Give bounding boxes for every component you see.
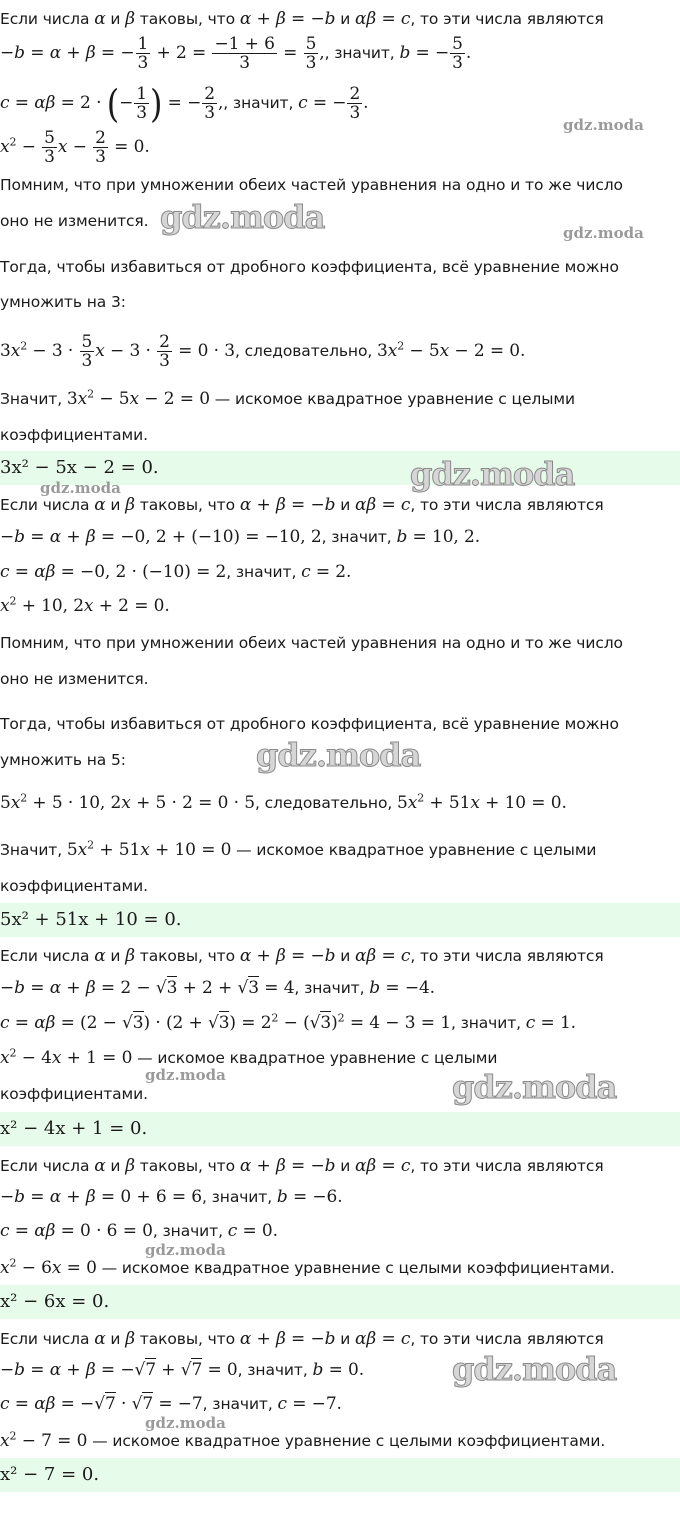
watermark-logo: gdz.moda <box>145 1241 226 1259</box>
watermark-logo: gdz.moda <box>452 1350 617 1388</box>
watermark-logo: gdz.moda <box>452 1068 617 1106</box>
s1-eq-line: $x^2$ − $\frac{5}{3}$ x − $\frac{2}{3}$ = 0. <box>0 128 150 167</box>
s4-conclusion: $x^2 - 6x = 0$ — искомое квадратное уравнение с целыми коэффициентами. <box>0 1256 615 1278</box>
s4-b-line: −b = α + β = 0 + 6 = 6, значит, b = −6. <box>0 1187 343 1207</box>
s3-b-line: −b = α + β = 2 − √3 + 2 + √3 = 4, значит, b = −4. <box>0 978 435 998</box>
watermark-logo: gdz.moda <box>40 479 121 497</box>
s2-b-line: −b = α + β = −0, 2 + (−10) = −10, 2, значит, b = 10, 2. <box>0 527 481 547</box>
s3-answer: x² − 4x + 1 = 0. <box>0 1112 680 1146</box>
watermark-logo: gdz.moda <box>160 198 325 236</box>
watermark-logo: gdz.moda <box>563 224 644 242</box>
s1-mult-line: $3x^2 - 3$ · $\frac{5}{3}$ x − 3 · $\frac{2}{3}$ = 0 · 3, следовательно, $3x^2 - 5x - 2 = 0$. <box>0 332 526 371</box>
s2-c-line: c = αβ = −0, 2 · (−10) = 2, значит, c = 2. <box>0 562 352 582</box>
s1-intro: Если числа α и β таковы, что α + β = −b и αβ = c, то эти числа являются <box>0 9 604 29</box>
s1-b-line: −b = α + β = − $\frac{1}{3}$ + 2 = $\frac{-1 + 6}{3}$ = $\frac{5}{3}$ ,, значит, b = − $\frac{5}{3}$ . <box>0 34 472 73</box>
s4-answer: x² − 6x = 0. <box>0 1285 680 1319</box>
watermark-logo: gdz.moda <box>410 455 575 493</box>
s3-coef: коэффициентами. <box>0 1085 148 1103</box>
s2-remember-1: Помним, что при умножении обеих частей уравнения на одно и то же число <box>0 634 623 652</box>
s5-answer: x² − 7 = 0. <box>0 1458 680 1492</box>
s2-eq-line: $x^2 + 10$, 2x + 2 = 0. <box>0 594 170 616</box>
s2-intro: Если числа α и β таковы, что α + β = −b и αβ = c, то эти числа являются <box>0 495 604 515</box>
watermark-logo: gdz.moda <box>256 736 421 774</box>
s1-answer: 3x² − 5x − 2 = 0. <box>0 451 680 485</box>
s2-remember-2: оно не изменится. <box>0 670 149 688</box>
s1-then-1: Тогда, чтобы избавиться от дробного коэффициента, всё уравнение можно <box>0 258 619 276</box>
s2-then-2: умножить на 5: <box>0 751 126 769</box>
s5-c-line: c = αβ = −√7 · √7 = −7, значит, c = −7. <box>0 1394 342 1414</box>
s2-coef: коэффициентами. <box>0 877 148 895</box>
s5-intro: Если числа α и β таковы, что α + β = −b и αβ = c, то эти числа являются <box>0 1329 604 1349</box>
s3-c-line: $c = \alpha\beta = (2 - √3) \cdot (2 + √3) = 2^2 - (√3)^2 = 4 - 3 = 1$, значит, c = 1. <box>0 1011 576 1033</box>
s2-conclusion: Значит, $5x^2 + 51x + 10 = 0$ — искомое квадратное уравнение с целыми <box>0 838 597 860</box>
s1-c-line: c = αβ = 2 · (− $\frac{1}{3}$ ) = − $\frac{2}{3}$ ,, значит, c = − $\frac{2}{3}$ . <box>0 80 369 127</box>
s5-conclusion: $x^2 - 7 = 0$ — искомое квадратное уравнение с целыми коэффициентами. <box>0 1429 606 1451</box>
watermark-logo: gdz.moda <box>145 1414 226 1432</box>
s4-intro: Если числа α и β таковы, что α + β = −b и αβ = c, то эти числа являются <box>0 1156 604 1176</box>
s2-then-1: Тогда, чтобы избавиться от дробного коэффициента, всё уравнение можно <box>0 715 619 733</box>
s2-answer: 5x² + 51x + 10 = 0. <box>0 903 680 937</box>
s1-coef: коэффициентами. <box>0 426 148 444</box>
s4-c-line: c = αβ = 0 · 6 = 0, значит, c = 0. <box>0 1221 278 1241</box>
watermark-logo: gdz.moda <box>145 1066 226 1084</box>
s3-conclusion: $x^2 - 4x + 1 = 0$ — искомое квадратное уравнение с целыми <box>0 1046 498 1068</box>
s1-conclusion: Значит, $3x^2 - 5x - 2 = 0$ — искомое квадратное уравнение с целыми <box>0 387 575 409</box>
s5-b-line: −b = α + β = −√7 + √7 = 0, значит, b = 0. <box>0 1360 365 1380</box>
s1-remember-1: Помним, что при умножении обеих частей уравнения на одно и то же число <box>0 176 623 194</box>
s2-mult-line: $5x^2 + 5 \cdot 10$, 2x + 5 · 2 = 0 · 5, следовательно, $5x^2 + 51x + 10 = 0$. <box>0 791 567 813</box>
s1-then-2: умножить на 3: <box>0 293 126 311</box>
watermark-logo: gdz.moda <box>563 116 644 134</box>
s1-remember-2: оно не изменится. <box>0 212 149 230</box>
s3-intro: Если числа α и β таковы, что α + β = −b и αβ = c, то эти числа являются <box>0 946 604 966</box>
